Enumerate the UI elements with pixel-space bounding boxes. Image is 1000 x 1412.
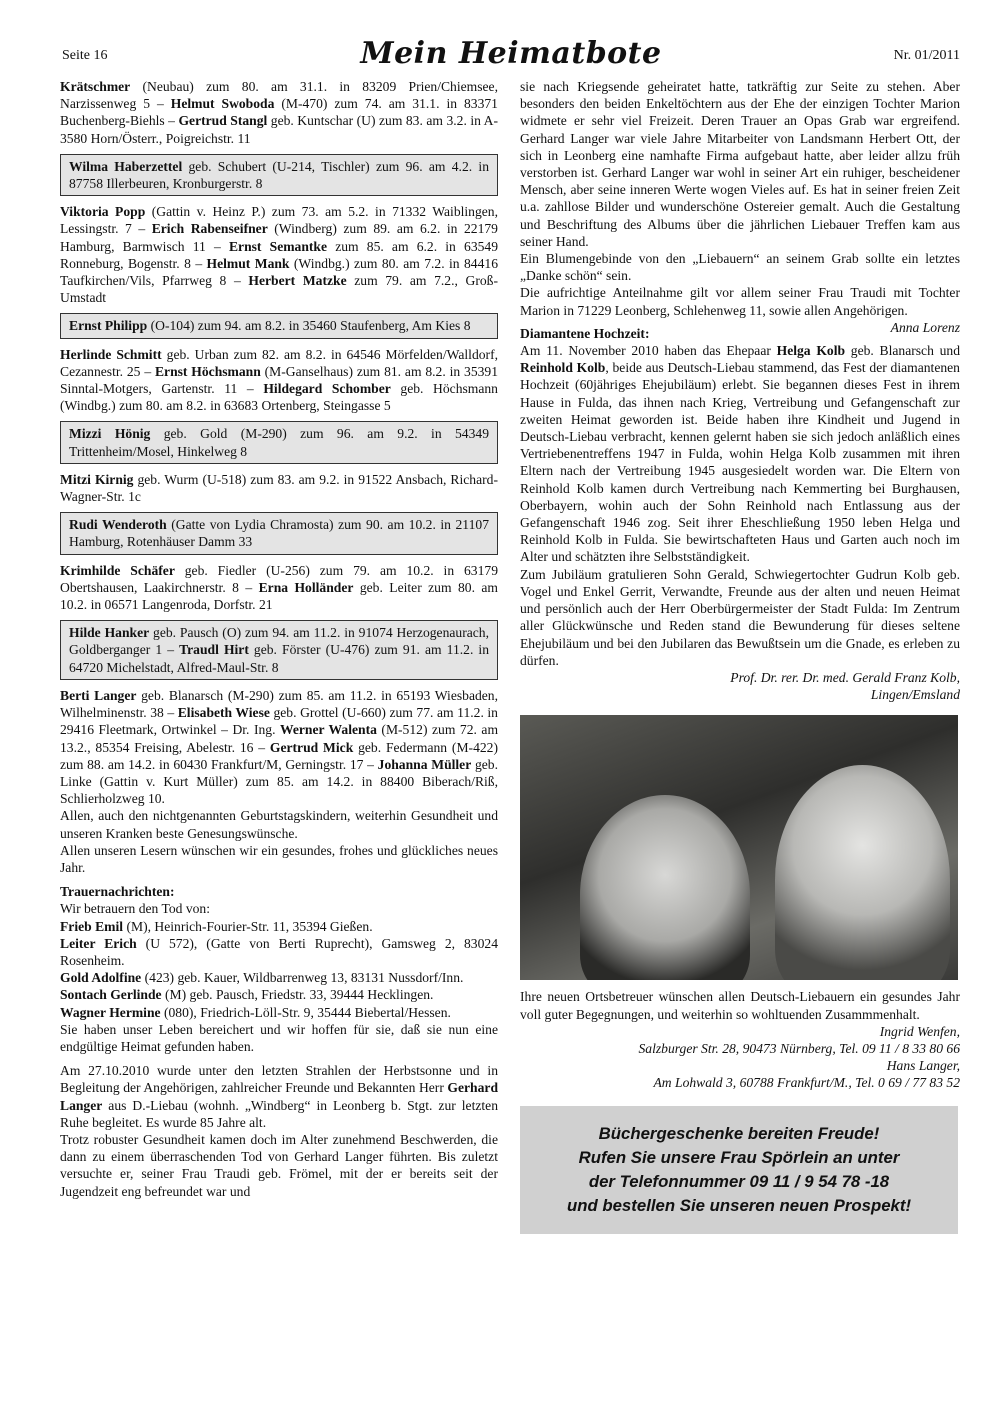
greeting-text: Ihre neuen Ortsbetreuer wünschen allen Deutsch-Liebauern ein gesundes Jahr voll guter Begegnungen, und weiterhin so wohltuenden Zusammmenhalt. (520, 989, 960, 1022)
promo-line: Rufen Sie unsere Frau Spörlein an unter (578, 1147, 900, 1167)
mourning-intro: Wir betrauern den Tod von: (60, 901, 211, 917)
promo-line: und bestellen Sie unseren neuen Prospekt! (566, 1195, 912, 1215)
photo-person-woman (580, 795, 750, 980)
wish-text: Allen unseren Lesern wünschen wir ein gesundes, frohes und glückliches neues Jahr. (60, 842, 498, 875)
birthday-entry: Krimhilde Schäfer geb. Fiedler (U-256) zum 79. am 10.2. in 63179 Obertshausen, Laakirchnerstr. 8 – Erna Holländer geb. Leiter zum 80. am 10.2. in 06571 Langenroda, Dorfstr. 21 (60, 562, 498, 613)
promo-box (520, 1106, 958, 1234)
highlight-box: Hilde Hanker geb. Pausch (O) zum 94. am 11.2. in 91074 Herzogenaurach, Goldberganger 1 – Traudl Hirt geb. Förster (U-476) zum 91. am 11.2. in 64720 Michelstadt, Alfred-Maul-Str. 8 (60, 620, 498, 680)
jubilee-paragraph: Am 11. November 2010 haben das Ehepaar Helga Kolb geb. Blanarsch und Reinhold Kolb, beide aus Deutsch-Liebau stammend, das Fest der diamantenen Hochzeit (60jähriges Ehejubiläum) erlebt. Sie begannen dieses Fest in ihrem Hause in Fulda, das ihnen nach Krieg, Vertreibung und Gefangenschaft zur zweiten Heimat geworden ist. Beide haben ihre Kindheit und Jugend in Deutsch-Liebau verbracht, kennen gelernt haben sie sich jedoch anläßlich eines Vertriebenentreffens 1947 in Fulda, wohin Helga Kolb zusammen mit ihren Eltern nach der Vertreibung 1945 ausgesiedelt worden war. Die Eltern von Reinhold Kolb kamen durch Vertreibung nach Kemmerting bei Burghausen, Oberbayern, wohin auch der Sohn Reinhold nach Entlassung aus der Gefangenschaft 1946 zog. Seit ihrer Eheschließung 1950 leben Helga und Reinhold Kolb in Fulda. Sie bewirtschafteten Haus und Garten auch noch im Alter und schätzten ihre Selbstständigkeit. (520, 343, 960, 565)
birthday-entry: Viktoria Popp (Gattin v. Heinz P.) zum 73. am 5.2. in 71332 Waiblingen, Lessingstr. 7 – Erich Rabenseifner (Windberg) zum 89. am 6.2. in 22179 Hamburg, Barmwisch 11 – Ernst Semantke zum 85. am 6.2. in 63549 Ronneburg, Bogenstr. 8 – Helmut Mank (Windbg.) zum 80. am 7.2. in 84416 Taufkirchen/Vils, Pfarrweg 8 – Herbert Matzke zum 79. am 7.2., Groß-Umstadt (60, 204, 499, 306)
birthday-entry: Herlinde Schmitt geb. Urban zum 82. am 8.2. in 64546 Mörfelden/Walldorf, Cezannestr. 25 – Ernst Höchsmann (M-Ganselhaus) zum 81. am 8.2. in 35391 Sinntal-Motgers, Gartenstr. 11 – Hildegard Schomber geb. Höchsmann (Windbg.) zum 80. am 8.2. in 63683 Ortenberg, Steingasse 5 (60, 346, 499, 414)
greeting-address: Am Lohwald 3, 60788 Frankfurt/M., Tel. 0 69 / 77 83 52 (653, 1075, 960, 1091)
jubilee-paragraph: Zum Jubiläum gratulieren Sohn Gerald, Schwiegertochter Gudrun Kolb geb. Vogel und Enkel Gerrit, Verwandte, Freunde aus der alten und neuen Heimat und persönlich auch der Herr Oberbürgermeister der Stadt Fulda: Im Zentrum aller Glückwünsche und Reden stand die Bewunderung für dieses seltene Ehejubiläum und bei den Jubilaren das Bewußtsein um die Gnade, es erleben zu dürfen. (520, 566, 960, 668)
greeting-name: Ingrid Wenfen, (879, 1023, 960, 1039)
obituary-paragraph: Am 27.10.2010 wurde unter den letzten Strahlen der Herbstsonne und in Begleitung der Angehörigen, zahlreicher Freunde und Bekannten Herr Gerhard Langer aus D.-Liebau (wohnh. „Windberg“ in Leonberg b. Stgt. zur letzten Ruhe begleitet. Es wurde 85 Jahre alt. (60, 1063, 498, 1130)
greeting-address: Salzburger Str. 28, 90473 Nürnberg, Tel. 09 11 / 8 33 80 66 (638, 1040, 960, 1056)
obituary-paragraph: sie nach Kriegsende geheiratet hatte, tatkräftig zur Seite zu stehen. Aber besonders den beiden Enkeltöchtern aus der Ehe der einzigen Tochter Marion widmete er sehr viel Freizeit. Deren Trauer an Opas Grab war ergreifend. Gerhard Langer war viele Jahre Mitarbeiter von Landsmann Herbert Ott, der sich in Leonberg eine namhafte Firma aufgebaut hatte, aber leider allzu früh verstorben ist. Gerhard Langer war wohl in seiner Art ein ruhiger, bescheidener Mensch, aber seine inneren Werte wogen Vieles auf. Es hat in seiner freien Zeit u.a. zahllose Bilder und wunderschöne Ostereier gemalt. Auch die Gestaltung und Beschriftung des Albums über die jährlichen Liebauer Treffen kam aus seiner Hand. (520, 79, 960, 249)
obituary-paragraph: Die aufrichtige Anteilnahme gilt vor allem seiner Frau Traudi mit Tochter Marion in 71229 Leonberg, Schlehenweg 11, sowie allen Angehörigen. Anna Lorenz (520, 285, 960, 335)
jubilee-signature: Prof. Dr. rer. Dr. med. Gerald Franz Kolb, (730, 669, 960, 685)
right-column (520, 78, 960, 1234)
obituary-paragraph: Ein Blumengebinde von den „Liebauern“ an seinem Grab sollte ein letztes „Danke schön“ sein. (520, 251, 960, 284)
birthday-entry: Krätschmer (Neubau) zum 80. am 31.1. in 83209 Prien/Chiemsee, Narzissenweg 5 – Helmut Swoboda (M-470) zum 74. am 31.1. in 83371 Buchenberg-Biehls – Gertrud Stangl geb. Kuntschar (U) zum 83. am 3.2. in A-3580 Horn/Österr., Poigreichstr. 11 (60, 79, 498, 146)
obituary-paragraph: Trotz robuster Gesundheit kamen doch im Alter zunehmend Beschwerden, die dann zu einem überraschenden Tod von Gerhard Langer führten. Bis zuletzt versuchte er, seiner Frau Traudi geb. Frömel, mit der er bereits seit der Jugendzeit eng befreundet war und (60, 1131, 498, 1199)
wish-text: Allen, auch den nichtgenannten Geburtstagskindern, weiterhin Gesundheit und unseren Kranken beste Genesungswünsche. (60, 808, 498, 841)
highlight-box: Mizzi Hönig geb. Gold (M-290) zum 96. am 9.2. in 54349 Trittenheim/Mosel, Hinkelweg 8 (60, 421, 498, 463)
mourning-item: Gold Adolfine (423) geb. Kauer, Wildbarrenweg 13, 83131 Nussdorf/Inn. (60, 970, 464, 986)
issue-number: Nr. 01/2011 (893, 48, 960, 63)
greeting-name: Hans Langer, (886, 1058, 960, 1074)
highlight-box: Rudi Wenderoth (Gatte von Lydia Chramosta) zum 90. am 10.2. in 21107 Hamburg, Rotenhäuser Damm 33 (60, 512, 498, 554)
birthday-entry: Berti Langer geb. Blanarsch (M-290) zum 85. am 11.2. in 65193 Wiesbaden, Wilhelminenstr. 38 – Elisabeth Wiese geb. Grottel (U-660) zum 77. am 11.2. in 29416 Fleetmark, Ortwinkel – Dr. Ing. Werner Walenta (M-512) zum 72. am 13.2., 85354 Freising, Abelestr. 16 – Gertrud Mick geb. Federmann (M-422) zum 88. am 14.2. in 60430 Frankfurt/M, Gerningstr. 17 – Johanna Müller geb. Linke (Gattin v. Kurt Müller) zum 85. am 14.2. in 88400 Biberach/Riß, Schlierholzweg 10. (60, 687, 499, 807)
highlight-box: Ernst Philipp (O-104) zum 94. am 8.2. in 35460 Staufenberg, Am Kies 8 (60, 313, 498, 338)
page-header (62, 34, 960, 76)
jubilee-signature-place: Lingen/Emsland (870, 687, 960, 703)
promo-line: der Telefonnummer 09 11 / 9 54 78 -18 (588, 1171, 890, 1191)
jubilee-title: Diamantene Hochzeit: (520, 325, 650, 341)
couple-photo (520, 715, 958, 980)
highlight-box: Wilma Haberzettel geb. Schubert (U-214, Tischler) zum 96. am 4.2. in 87758 Illerbeuren, Kronburgerstr. 8 (60, 154, 498, 196)
mourning-item: Frieb Emil (M), Heinrich-Fourier-Str. 11, 35394 Gießen. (60, 918, 373, 934)
mourning-item: Leiter Erich (U 572), (Gatte von Berti Ruprecht), Gamsweg 2, 83024 Rosenheim. (60, 935, 498, 968)
promo-line: Büchergeschenke bereiten Freude! (598, 1123, 880, 1143)
obituary-signature: Anna Lorenz (890, 319, 960, 335)
masthead-logo: Mein Heimatbote (360, 36, 662, 71)
page-number: Seite 16 (62, 48, 108, 63)
left-column (60, 78, 498, 1207)
photo-person-man (775, 765, 950, 980)
birthday-entry: Mitzi Kirnig geb. Wurm (U-518) zum 83. am 9.2. in 91522 Ansbach, Richard-Wagner-Str. 1c (60, 471, 498, 505)
mourning-title: Trauernachrichten: (60, 884, 175, 900)
mourning-closing: Sie haben unser Leben bereichert und wir hoffen für sie, daß sie nun eine endgültige Heimat gefunden haben. (60, 1021, 498, 1054)
mourning-item: Sontach Gerlinde (M) geb. Pausch, Friedstr. 33, 39444 Hecklingen. (60, 987, 434, 1003)
mourning-item: Wagner Hermine (080), Friedrich-Löll-Str. 9, 35444 Biebertal/Hessen. (60, 1004, 451, 1020)
